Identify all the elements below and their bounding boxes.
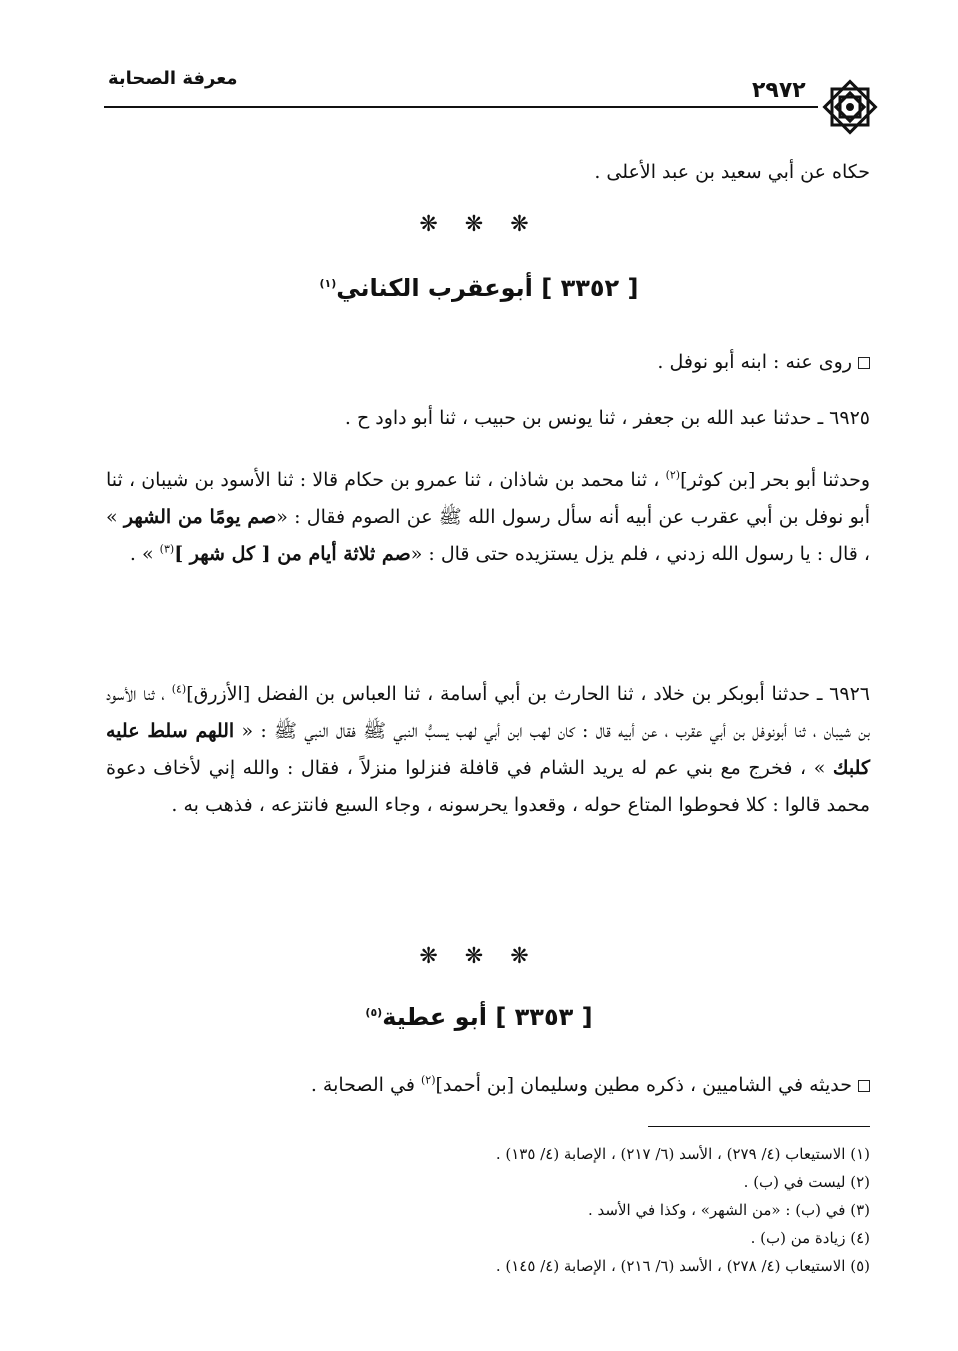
- intro-line: حكاه عن أبي سعيد بن عبد الأعلى .: [594, 161, 870, 183]
- entry-heading-3353: [0, 1003, 958, 1031]
- text-run: » ، فخرج مع بني عم له يريد الشام في قافلة فنزلوا منزلاً ، فقال : والله إني لأخاف دعوة محمد قالوا : كلا فحوطوا المتاع حوله ، وقعدوا يحرسونه ، وجاء السبع فانتزعه ، فذهب به .: [106, 757, 870, 816]
- entry-3353-text: [106, 1068, 870, 1102]
- text-run: ، ثنا محمد بن شاذان ، ثنا عمرو بن حكام قالا : ثنا الأسود بن شيبان ، ثنا أبو نوفل بن أبي عقرب عن أبيه أنه سأل رسول الله ﷺ عن الصوم فقال : «: [106, 469, 870, 528]
- footnote-rule: [648, 1126, 870, 1127]
- running-header-title: معرفة الصحابة: [108, 68, 238, 89]
- footnote-item: (٤) زيادة من (ب) .: [750, 1229, 870, 1247]
- section-separator: ❋ ❋ ❋: [419, 212, 539, 237]
- footnote-item: (٢) ليست في (ب) .: [743, 1173, 870, 1191]
- footnote-item: (٥) الاستيعاب (٤/ ٢٧٨) ، الأسد (٦/ ٢١٦) ، الإصابة (٤/ ١٤٥) .: [495, 1257, 870, 1275]
- section-separator: ❋ ❋ ❋: [419, 944, 539, 969]
- footnote-ref: (٢): [420, 1073, 436, 1087]
- narrator-line: [106, 345, 870, 379]
- footnote-ref: (٤): [171, 682, 187, 696]
- footnote-ref: (٢): [665, 468, 681, 482]
- bold-quote: صم يومًا من الشهر: [123, 506, 277, 528]
- entry-heading-text: [ ٣٣٥٢ ] أبوعقرب الكناني: [336, 274, 639, 302]
- footnote-ref: (١): [319, 277, 337, 290]
- octagram-ornament-icon: [818, 75, 882, 139]
- text-run: حديثه في الشاميين ، ذكره مطين وسليمان [بن أحمد]: [435, 1074, 852, 1096]
- footnote-item: (١) الاستيعاب (٤/ ٢٧٩) ، الأسد (٦/ ٢١٧) ، الإصابة (٤/ ١٣٥) .: [495, 1145, 870, 1163]
- bold-quote: صم ثلاثة أيام من [ كل شهر ]: [174, 543, 411, 565]
- header-rule: [104, 106, 818, 108]
- hadith-6925-text: [106, 462, 870, 573]
- text-run: وحدثنا أبو بحر [بن كوثر]: [680, 469, 870, 491]
- text-run: ، ثنا الأسود بن شيبان ، ثنا أبونوفل بن أبي عقرب ، عن أبيه قال : كان لهب ابن أبي لهب يسبُّ النبي ﷺ فقال النبي ﷺ : «: [106, 683, 870, 742]
- text-run: » .: [129, 543, 160, 565]
- footnote-ref: (٣): [159, 542, 175, 556]
- text-run: ٦٩٢٦ ـ حدثنا أبوبكر بن خلاد ، ثنا الحارث بن أبي أسامة ، ثنا العباس بن الفضل [الأزرق]: [186, 683, 870, 705]
- page-number: ٢٩٧٢: [752, 78, 806, 103]
- text-run: » ، قال : يا رسول الله زدني ، فلم يزل يستزيده حتى قال : «: [106, 506, 870, 565]
- bullet-square-icon: [858, 357, 870, 369]
- hadith-6926: [106, 676, 870, 824]
- entry-heading-3352: [0, 274, 958, 302]
- footnotes: [300, 1140, 870, 1280]
- entry-heading-text: [ ٣٣٥٣ ] أبو عطية: [382, 1003, 593, 1031]
- narrator-text: روى عنه : ابنه أبو نوفل .: [657, 351, 852, 373]
- text-run: في الصحابة .: [310, 1074, 421, 1096]
- hadith-6925: ٦٩٢٥ ـ حدثنا عبد الله بن جعفر ، ثنا يونس بن حبيب ، ثنا أبو داود ح .: [344, 407, 870, 429]
- footnote-item: (٣) في (ب) : «من الشهر» ، وكذا في الأسد .: [588, 1201, 870, 1219]
- footnote-ref: (٥): [365, 1006, 383, 1019]
- bold-quote: اللهم سلط عليه كلبك: [106, 720, 870, 779]
- bullet-square-icon: [858, 1080, 870, 1092]
